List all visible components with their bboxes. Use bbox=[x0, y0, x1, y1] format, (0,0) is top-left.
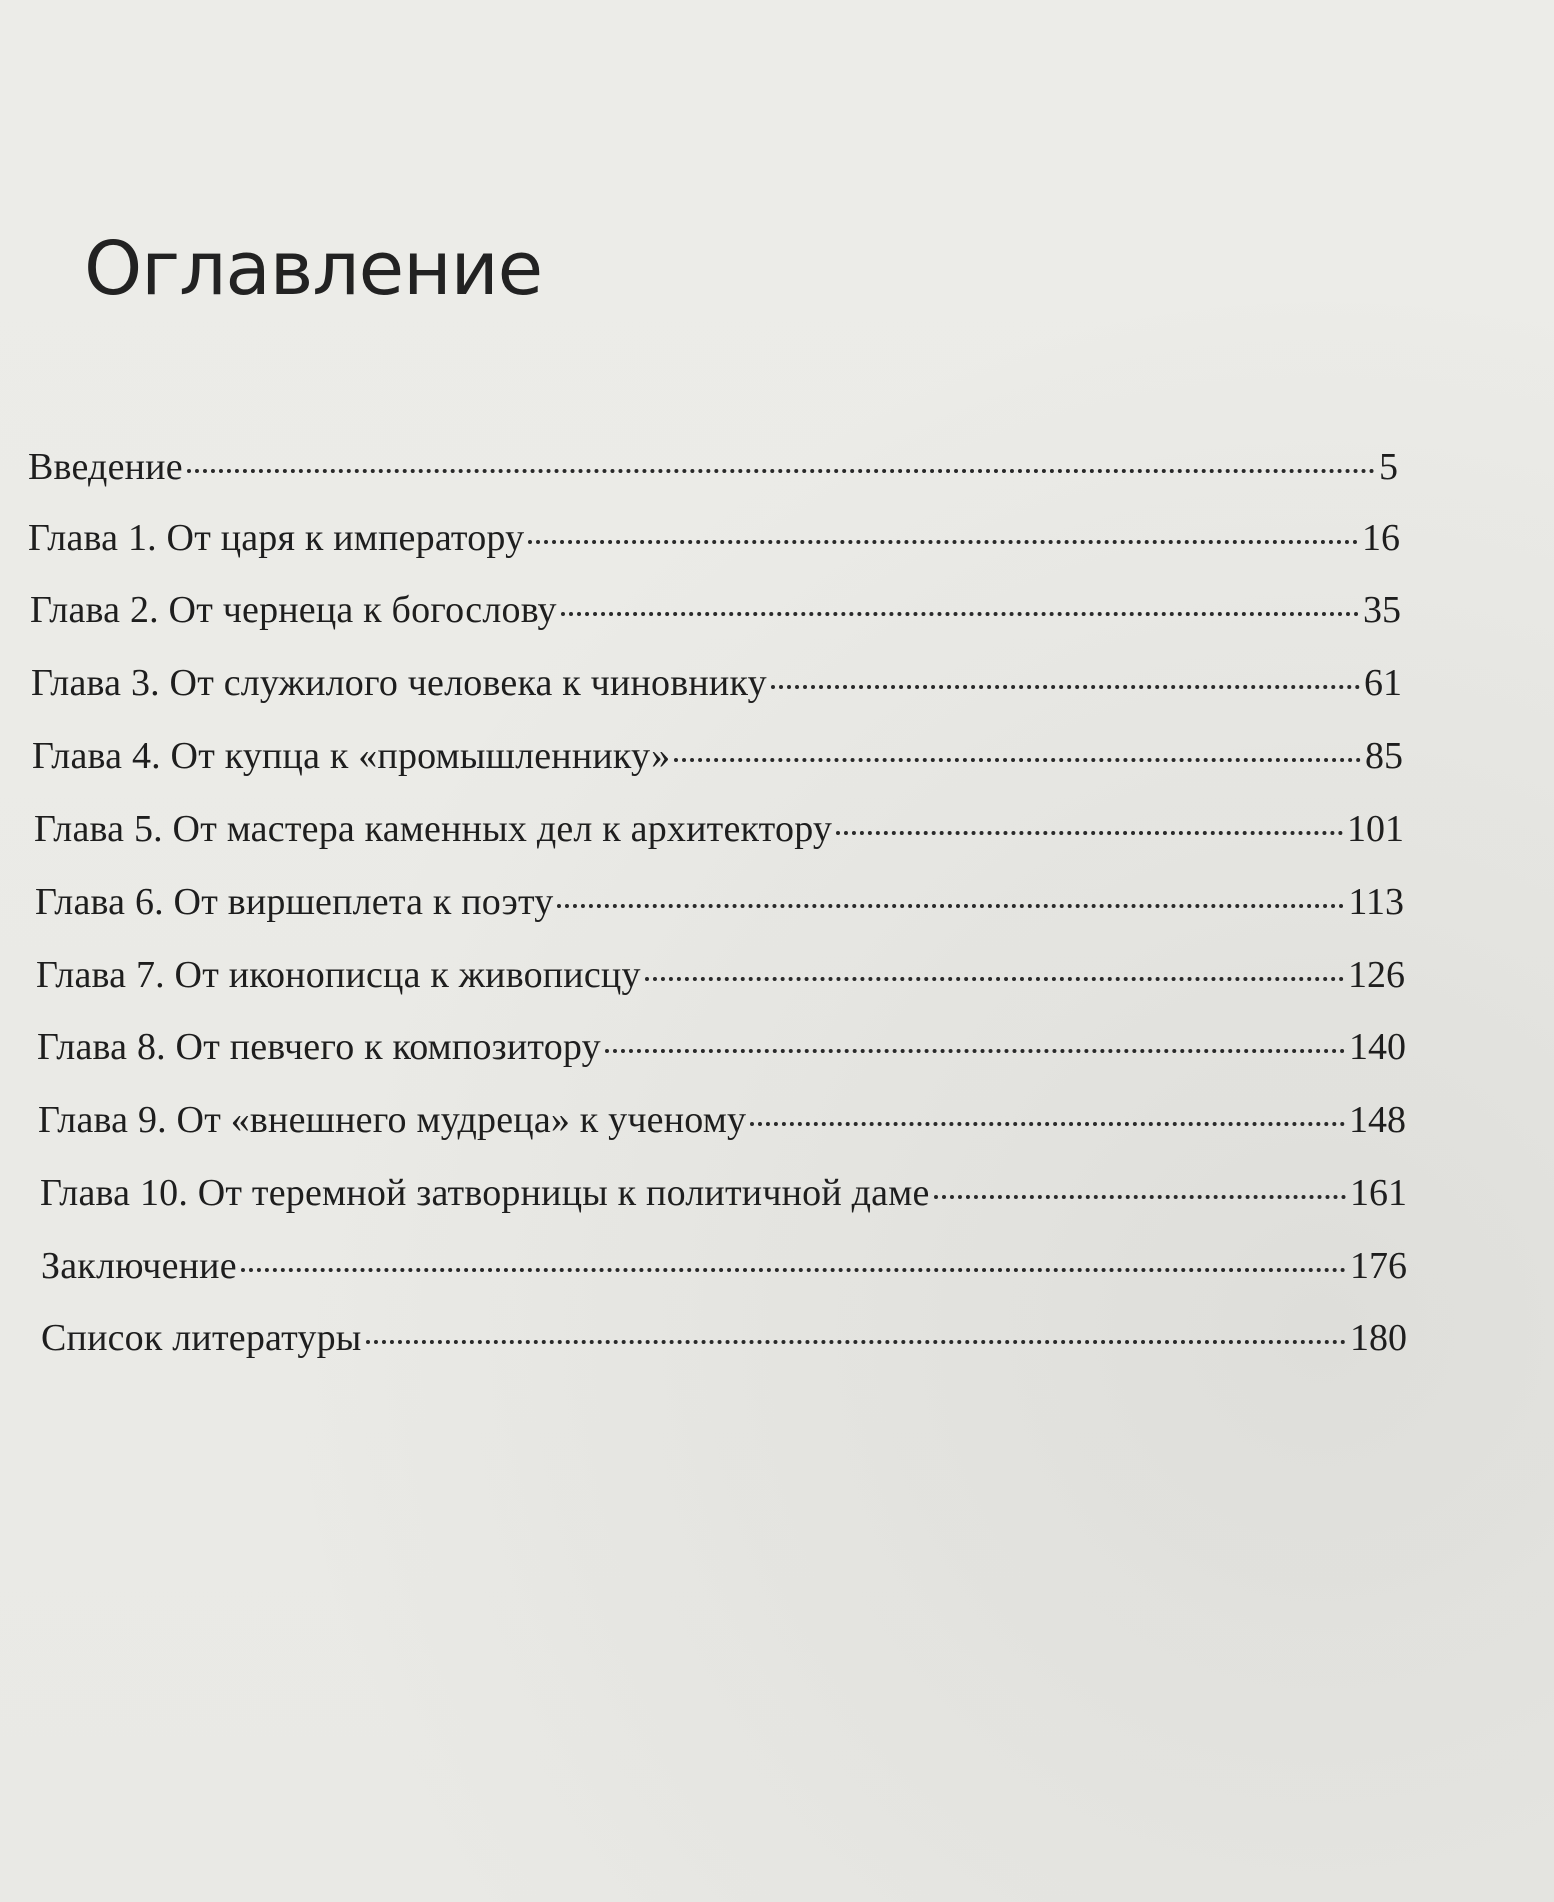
toc-entry-page: 5 bbox=[1379, 446, 1398, 488]
toc-entry-page: 126 bbox=[1348, 954, 1405, 996]
toc-leader-dots bbox=[528, 540, 1358, 544]
toc-entry bbox=[38, 1095, 1406, 1145]
toc-leader-dots bbox=[561, 612, 1359, 616]
toc-leader-dots bbox=[366, 1340, 1346, 1344]
toc-entry-label: Введение bbox=[28, 446, 183, 488]
toc-leader-dots bbox=[187, 469, 1375, 473]
toc-entry-page: 140 bbox=[1349, 1026, 1406, 1068]
toc-leader-dots bbox=[934, 1195, 1346, 1199]
toc-entry-page: 16 bbox=[1362, 517, 1400, 559]
toc-entry bbox=[30, 585, 1401, 635]
toc-entry-label: Глава 2. От чернеца к богослову bbox=[30, 589, 557, 631]
toc-leader-dots bbox=[750, 1122, 1345, 1126]
toc-entry bbox=[28, 442, 1398, 492]
toc-entry bbox=[41, 1241, 1407, 1291]
toc-leader-dots bbox=[771, 685, 1360, 689]
toc-entry-label: Глава 6. От виршеплета к поэту bbox=[35, 881, 554, 923]
toc-entry bbox=[32, 731, 1403, 781]
toc-entry-label: Глава 1. От царя к императору bbox=[28, 517, 525, 559]
toc-entry-page: 35 bbox=[1363, 589, 1401, 631]
toc-entry bbox=[41, 1313, 1407, 1363]
toc-entry bbox=[35, 877, 1404, 927]
toc-leader-dots bbox=[836, 831, 1343, 835]
toc-leader-dots bbox=[557, 904, 1344, 908]
toc-entry-page: 176 bbox=[1350, 1245, 1407, 1287]
toc-leader-dots bbox=[674, 758, 1361, 762]
toc-entry-label: Глава 10. От теремной затворницы к политичной даме bbox=[40, 1172, 930, 1214]
toc-entry bbox=[37, 1022, 1406, 1072]
toc-entry bbox=[28, 513, 1400, 563]
toc-entry-label: Заключение bbox=[41, 1245, 237, 1287]
toc-entry bbox=[40, 1168, 1407, 1218]
toc-entry-page: 85 bbox=[1365, 735, 1403, 777]
toc-entry bbox=[31, 658, 1402, 708]
toc-leader-dots bbox=[241, 1268, 1346, 1272]
toc-entry-label: Список литературы bbox=[41, 1317, 362, 1359]
toc-entry bbox=[34, 804, 1404, 854]
toc-entry-page: 148 bbox=[1349, 1099, 1406, 1141]
toc-entry bbox=[36, 950, 1405, 1000]
toc-entry-label: Глава 7. От иконописца к живописцу bbox=[36, 954, 641, 996]
toc-entry-label: Глава 8. От певчего к композитору bbox=[37, 1026, 601, 1068]
toc-entry-label: Глава 3. От служилого человека к чиновнику bbox=[31, 662, 767, 704]
toc-leader-dots bbox=[645, 977, 1344, 981]
toc-entry-label: Глава 4. От купца к «промышленнику» bbox=[32, 735, 671, 777]
toc-leader-dots bbox=[605, 1049, 1345, 1053]
toc-entry-page: 61 bbox=[1364, 662, 1402, 704]
toc-entry-page: 161 bbox=[1350, 1172, 1407, 1214]
toc-entry-label: Глава 9. От «внешнего мудреца» к ученому bbox=[38, 1099, 747, 1141]
toc-entry-page: 101 bbox=[1347, 808, 1404, 850]
toc-entry-page: 113 bbox=[1348, 881, 1404, 923]
page-title: Оглавление bbox=[84, 226, 543, 312]
toc-entry-label: Глава 5. От мастера каменных дел к архитектору bbox=[34, 808, 833, 850]
toc-entry-page: 180 bbox=[1350, 1317, 1407, 1359]
